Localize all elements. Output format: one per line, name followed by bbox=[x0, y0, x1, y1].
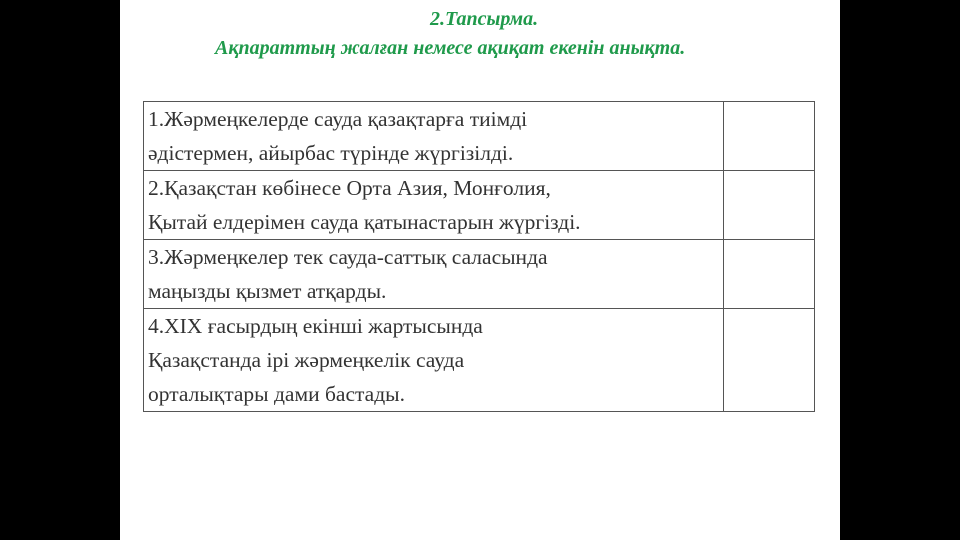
statement-line: 4.XIX ғасырдың екінші жартысында bbox=[148, 314, 483, 338]
task-number-title: 2.Тапсырма. bbox=[430, 8, 539, 30]
answer-cell[interactable] bbox=[724, 240, 815, 309]
table-row bbox=[144, 240, 815, 309]
statement-line: 2.Қазақстан көбінесе Орта Азия, Монғолия, bbox=[148, 176, 551, 200]
statement-cell bbox=[144, 171, 724, 240]
answer-cell[interactable] bbox=[724, 102, 815, 171]
answer-cell[interactable] bbox=[724, 309, 815, 412]
table-row bbox=[144, 309, 815, 412]
statement-line: әдістермен, айырбас түрінде жүргізілді. bbox=[148, 141, 514, 165]
statement-cell bbox=[144, 309, 724, 412]
statement-line: 3.Жәрмеңкелер тек сауда-саттық саласында bbox=[148, 245, 548, 269]
statement-line: маңызды қызмет атқарды. bbox=[148, 279, 387, 303]
task-instruction: Ақпараттың жалған немесе ақиқат екенін анықта. bbox=[215, 37, 686, 59]
statements-table bbox=[143, 101, 815, 412]
statement-line: орталықтары дами бастады. bbox=[148, 382, 405, 406]
slide bbox=[120, 0, 840, 540]
statement-line: 1.Жәрмеңкелерде сауда қазақтарға тиімді bbox=[148, 107, 528, 131]
table-row bbox=[144, 102, 815, 171]
table-row bbox=[144, 171, 815, 240]
statement-line: Қытай елдерімен сауда қатынастарын жүргізді. bbox=[148, 210, 581, 234]
answer-cell[interactable] bbox=[724, 171, 815, 240]
statement-cell bbox=[144, 102, 724, 171]
statement-line: Қазақстанда ірі жәрмеңкелік сауда bbox=[148, 348, 465, 372]
statement-cell bbox=[144, 240, 724, 309]
